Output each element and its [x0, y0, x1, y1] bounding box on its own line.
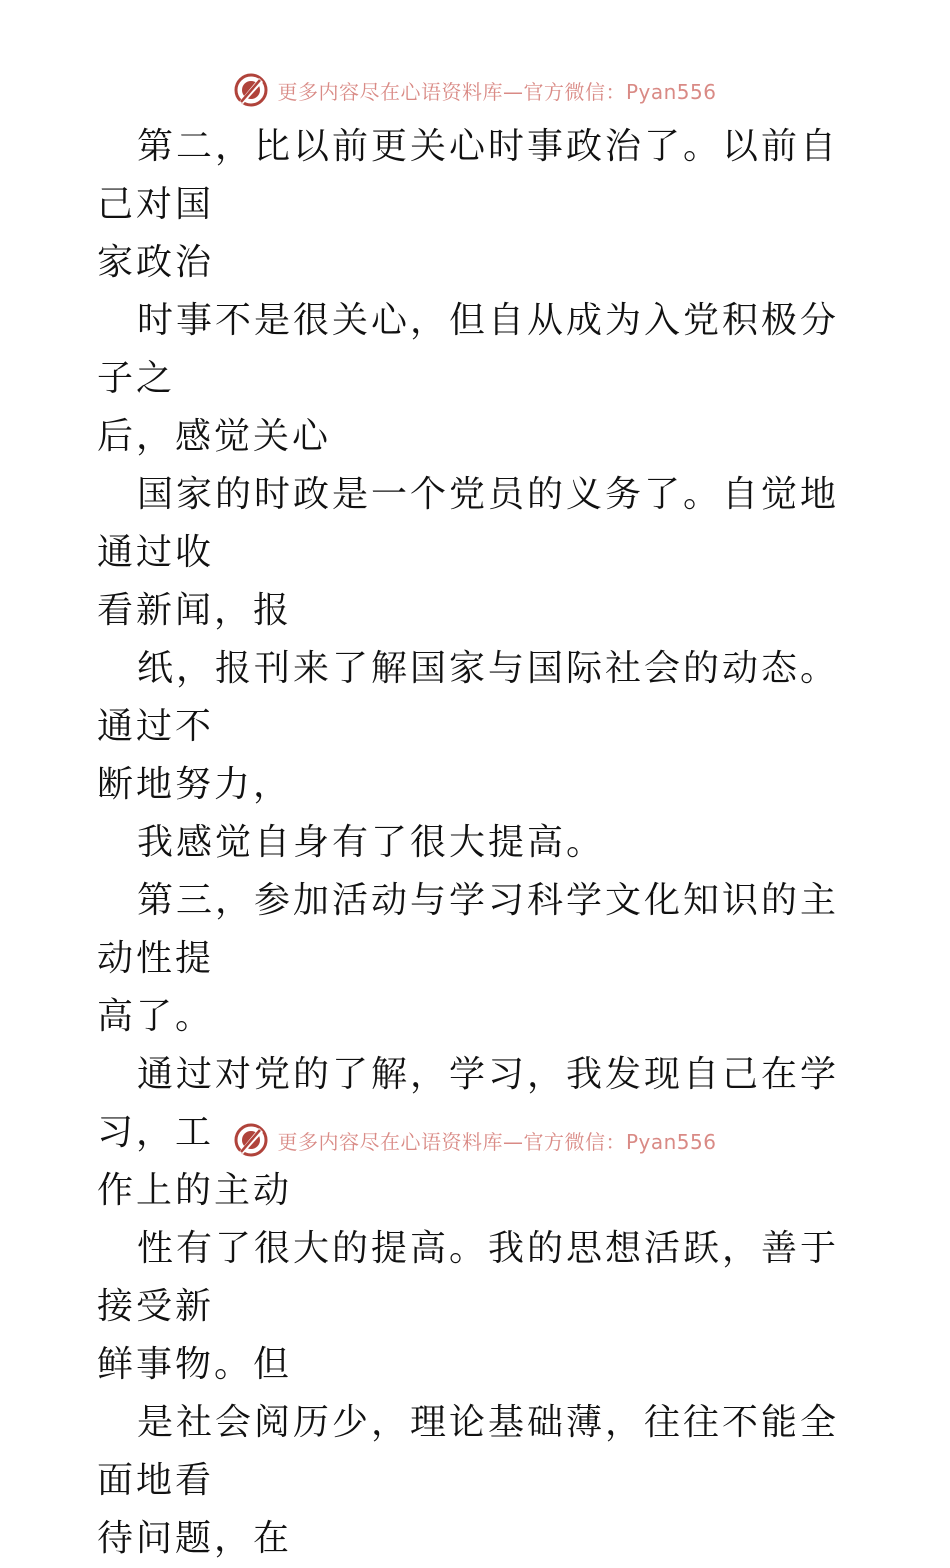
text-line: 通过对党的了解，学习，我发现自己在学习，工: [97, 1054, 840, 1153]
text-line: 第三，参加活动与学习科学文化知识的主动性提: [97, 880, 840, 979]
text-line: 鲜事物。但: [97, 1344, 293, 1385]
text-line: 断地努力，: [97, 764, 293, 805]
quill-logo-icon: [233, 1122, 269, 1158]
text-line: 第二，比以前更关心时事政治了。以前自己对国: [97, 126, 840, 225]
text-line: 高了。: [97, 996, 215, 1037]
text-line: 我感觉自身有了很大提高。: [137, 822, 606, 863]
text-line: 时事不是很关心，但自从成为入党积极分子之: [97, 300, 840, 399]
quill-logo-icon: [233, 72, 269, 108]
text-line: 性有了很大的提高。我的思想活跃，善于接受新: [97, 1228, 840, 1327]
footer-text: 更多内容尽在心语资料库—官方微信：Pyan556: [277, 1129, 717, 1154]
text-line: 看新闻，报: [97, 590, 293, 631]
text-line: 国家的时政是一个党员的义务了。自觉地通过收: [97, 474, 840, 573]
document-body: [97, 118, 857, 1568]
text-line: 纸，报刊来了解国家与国际社会的动态。通过不: [97, 648, 840, 747]
footer-banner: [0, 1120, 950, 1160]
header-text: 更多内容尽在心语资料库—官方微信：Pyan556: [277, 79, 717, 104]
text-line: 待问题，在: [97, 1518, 293, 1559]
header-banner: [0, 70, 950, 110]
text-line: 作上的主动: [97, 1170, 293, 1211]
text-line: 后，感觉关心: [97, 416, 332, 457]
text-line: 家政治: [97, 242, 215, 283]
text-line: 是社会阅历少，理论基础薄，往往不能全面地看: [97, 1402, 840, 1501]
